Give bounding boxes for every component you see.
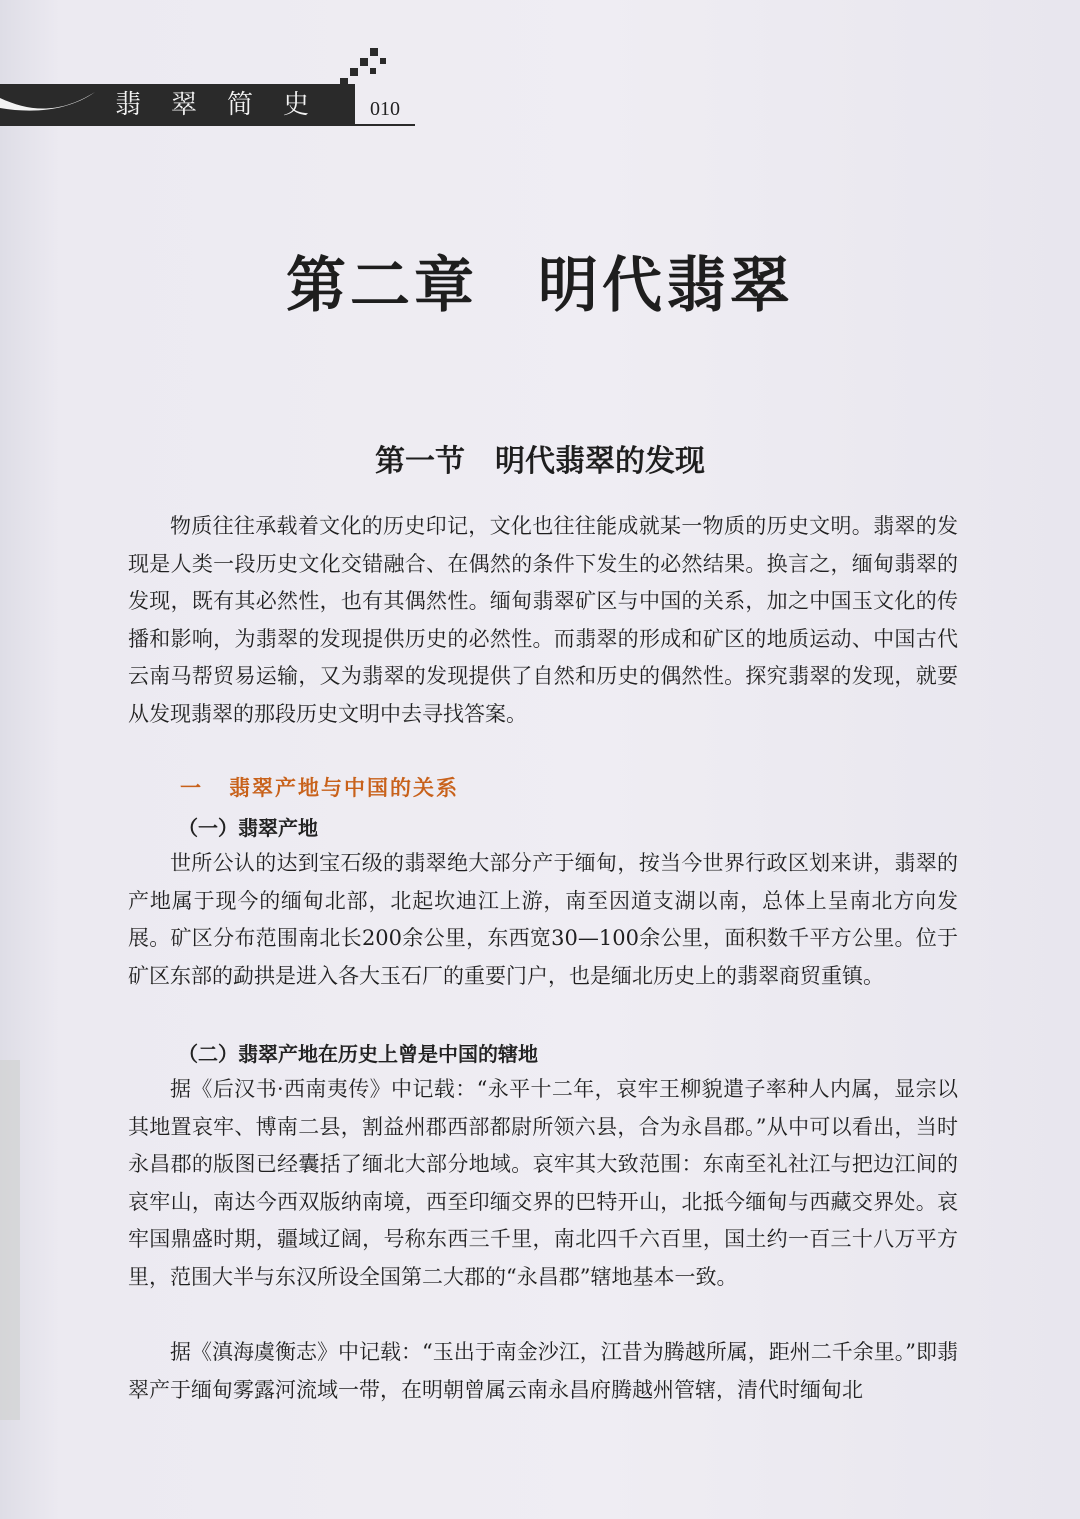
section-name: 明代翡翠的发现 [495, 444, 705, 479]
chapter-name: 明代翡翠 [538, 251, 794, 321]
section-label: 第一节 [375, 444, 465, 479]
subsection-1-paragraph: 世所公认的达到宝石级的翡翠绝大部分产于缅甸，按当今世界行政区划来讲，翡翠的产地属于现今的缅甸北部，北起坎迪江上游，南至因道支湖以南，总体上呈南北方向发展。矿区分布范围南北长200余公里，东西宽30—100余公里，面积数千平方公里。位于矿区东部的勐拱是进入各大玉石厂的重要门户，也是缅北历史上的翡翠商贸重镇。 [128, 851, 958, 988]
chapter-label: 第二章 [286, 251, 478, 321]
part-heading [180, 772, 459, 802]
section-title [0, 436, 1080, 480]
part-number: 一 [180, 776, 203, 800]
stair-ornament [350, 68, 358, 76]
chapter-title [0, 238, 1080, 324]
book-title: 翡翠简史 [115, 90, 340, 120]
page-number: 010 [370, 98, 400, 120]
stair-ornament [370, 48, 378, 56]
stair-ornament [380, 58, 386, 64]
subsection-heading-1: （一）翡翠产地 [178, 816, 318, 840]
page-edge-shadow [0, 1060, 20, 1420]
stair-ornament [340, 78, 348, 86]
subsection-heading-2: （二）翡翠产地在历史上曾是中国的辖地 [178, 1042, 538, 1066]
swoosh-ornament-icon [0, 84, 100, 126]
intro-paragraph: 物质往往承载着文化的历史印记，文化也往往能成就某一物质的历史文明。翡翠的发现是人类一段历史文化交错融合、在偶然的条件下发生的必然结果。换言之，缅甸翡翠的发现，既有其必然性，也有其偶然性。缅甸翡翠矿区与中国的关系，加之中国玉文化的传播和影响，为翡翠的发现提供历史的必然性。而翡翠的形成和矿区的地质运动、中国古代云南马帮贸易运输，又为翡翠的发现提供了自然和历史的偶然性。探究翡翠的发现，就要从发现翡翠的那段历史文明中去寻找答案。 [128, 514, 958, 726]
stair-ornament [370, 68, 376, 74]
stair-ornament [360, 58, 368, 66]
running-header [0, 80, 415, 130]
part-title: 翡翠产地与中国的关系 [229, 776, 459, 800]
header-rule [355, 124, 415, 126]
subsection-2-paragraph-1: 据《后汉书·西南夷传》中记载：“永平十二年，哀牢王柳貌遣子率种人内属，显宗以其地置哀牢、博南二县，割益州郡西部都尉所领六县，合为永昌郡。”从中可以看出，当时永昌郡的版图已经囊括了缅北大部分地域。哀牢其大致范围：东南至礼社江与把边江间的哀牢山，南达今西双版纳南境，西至印缅交界的巴特开山，北抵今缅甸与西藏交界处。哀牢国鼎盛时期，疆域辽阔，号称东西三千里，南北四千六百里，国土约一百三十八万平方里，范围大半与东汉所设全国第二大郡的“永昌郡”辖地基本一致。 [128, 1077, 958, 1289]
subsection-2-paragraph-2: 据《滇海虞衡志》中记载：“玉出于南金沙江，江昔为腾越所属，距州二千余里。”即翡翠产于缅甸雾露河流域一带，在明朝曾属云南永昌府腾越州管辖，清代时缅甸北 [128, 1340, 958, 1402]
